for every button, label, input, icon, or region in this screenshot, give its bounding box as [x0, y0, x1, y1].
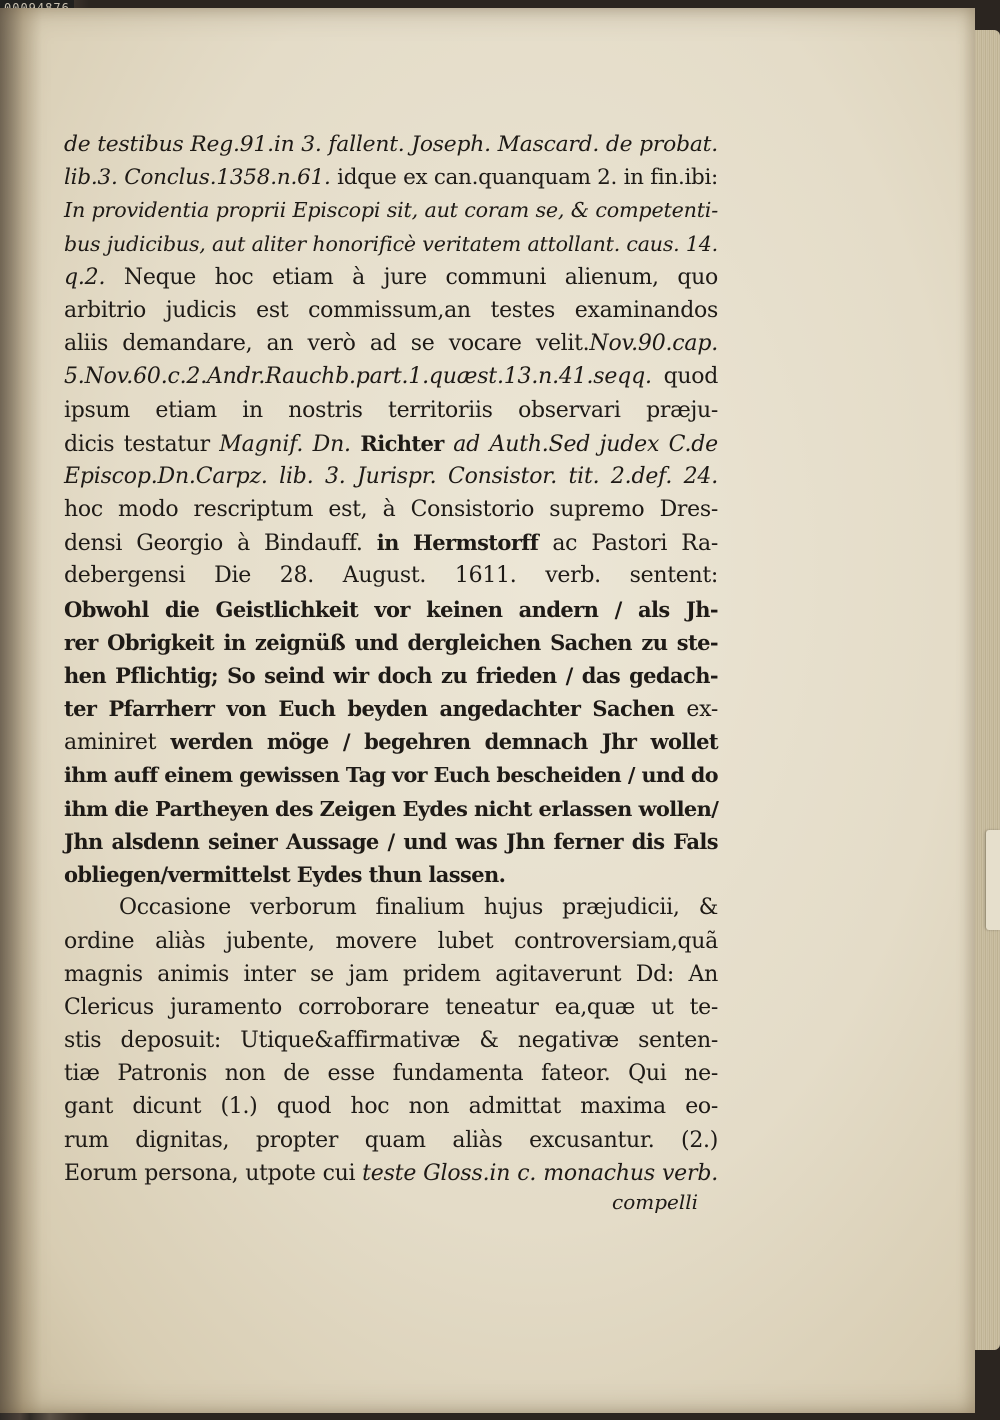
text-run: ihm auff einem gewissen Tag vor Euch bescheiden / und do	[64, 762, 718, 787]
text-run: ex-	[686, 697, 718, 723]
text-run: Neque hoc etiam à jure communi alienum, quo	[105, 264, 718, 290]
text-line	[64, 460, 718, 493]
text-line	[64, 925, 718, 958]
text-line	[64, 958, 718, 991]
text-line	[64, 427, 718, 460]
text-run: densi Georgio à Bindauff.	[64, 531, 377, 557]
text-line	[64, 825, 718, 858]
text-run: aliis demandare, an verò ad se vocare velit.	[64, 331, 590, 357]
text-line	[64, 194, 718, 227]
text-run: idque ex can.quanquam 2. in fin.ibi:	[330, 165, 718, 191]
text-run: Obwohl die Geistlichkeit vor keinen andern / als Jh-	[64, 596, 718, 622]
text-run: stis deposuit: Utique&affirmativæ & negativæ senten-	[64, 1028, 718, 1054]
catchword: compelli	[612, 1190, 699, 1214]
text-run: lib.3. Conclus.1358.n.61.	[64, 165, 331, 191]
text-run: aminiret	[64, 730, 157, 756]
text-run: Magnif. Dn.	[219, 431, 361, 457]
text-run: ordine aliàs jubente, movere lubet controversiam,quã	[64, 928, 718, 954]
text-run: magnis animis inter se jam pridem agitaverunt Dd: An	[64, 961, 718, 987]
text-line	[64, 759, 718, 792]
text-run: Nov.90.cap.	[589, 331, 718, 357]
text-line	[64, 891, 718, 924]
text-run: gant dicunt (1.) quod hoc non admittat maxima eo-	[64, 1094, 718, 1120]
text-line	[64, 394, 718, 427]
text-line	[64, 626, 718, 659]
text-run: obliegen/vermittelst Eydes thun lassen.	[64, 862, 506, 888]
text-run: teste Gloss.in c. monachus verb.	[362, 1160, 718, 1186]
text-line	[64, 360, 718, 393]
text-run: quod	[651, 364, 718, 390]
text-line	[64, 1124, 718, 1157]
text-run: hen Pflichtig; So seind wir doch zu frieden / das gedach-	[64, 663, 718, 688]
text-line	[64, 593, 718, 626]
text-run: hoc modo rescriptum est, à Consistorio supremo Dres-	[64, 497, 718, 523]
text-line	[64, 1090, 718, 1123]
text-line	[64, 327, 718, 360]
text-run: bus judicibus, aut aliter honorificè veritatem attollant. caus. 14.	[64, 231, 718, 256]
text-run: in Hermstorff	[376, 530, 539, 556]
text-line	[64, 692, 718, 725]
text-line	[64, 1057, 718, 1090]
text-run: tiæ Patronis non de esse fundamenta fateor. Qui ne-	[64, 1061, 718, 1087]
text-run: Occasione verborum finalium hujus præjudicii, &	[119, 895, 718, 921]
text-line	[64, 991, 718, 1024]
text-run: Eorum persona, utpote cui	[64, 1160, 363, 1186]
text-line	[64, 659, 718, 692]
page-gutter	[0, 8, 42, 1413]
text-line	[64, 792, 718, 825]
text-run: debergensi Die 28. August. 1611. verb. sentent:	[64, 563, 718, 589]
text-run: ad Auth.Sed judex C.de	[443, 431, 718, 457]
text-run: de testibus Reg.91.in 3. fallent. Joseph. Mascard. de probat.	[64, 132, 718, 157]
text-run: Clericus juramento corroborare teneatur ea,quæ ut te-	[64, 994, 718, 1020]
text-line	[64, 559, 718, 592]
text-line	[64, 228, 718, 261]
page-text	[64, 128, 718, 1190]
text-run: Jhn alsdenn seiner Aussage / und was Jhn ferner dis Fals	[64, 828, 718, 854]
text-run: ihm die Partheyen des Zeigen Eydes nicht erlassen wollen/	[64, 795, 719, 821]
text-run: Richter	[360, 430, 444, 456]
text-line	[64, 261, 718, 294]
text-line	[64, 493, 718, 526]
text-run: arbitrio judicis est commissum,an testes examinandos	[64, 297, 718, 323]
text-line	[64, 1024, 718, 1057]
text-run: q.2.	[64, 264, 106, 290]
text-run: ipsum etiam in nostris territoriis observari præju-	[64, 397, 718, 423]
text-line	[64, 526, 718, 559]
text-run: ter Pfarrherr von Euch beyden angedachter Sachen	[64, 696, 687, 722]
text-run: Episcop.Dn.Carpz. lib. 3. Jurispr. Consistor. tit. 2.def. 24.	[64, 463, 718, 489]
text-line	[64, 294, 718, 327]
text-line	[64, 161, 718, 194]
text-line	[64, 128, 718, 161]
text-run: In providentia proprii Episcopi sit, aut coram se, & competenti-	[64, 198, 718, 223]
text-line	[64, 1157, 718, 1190]
text-run: dicis testatur	[64, 431, 220, 457]
text-run: ac Pastori Ra-	[538, 531, 718, 557]
text-run: 5.Nov.60.c.2.Andr.Rauchb.part.1.quæst.13.n.41.seqq.	[64, 364, 652, 390]
text-line	[64, 858, 718, 891]
page-edge-tab	[986, 830, 1000, 930]
text-run: werden möge / begehren demnach Jhr wollet	[156, 729, 718, 755]
text-run: rum dignitas, propter quam aliàs excusantur. (2.)	[64, 1127, 718, 1153]
text-run: rer Obrigkeit in zeignüß und dergleichen Sachen zu ste-	[64, 629, 718, 655]
text-line	[64, 725, 718, 758]
